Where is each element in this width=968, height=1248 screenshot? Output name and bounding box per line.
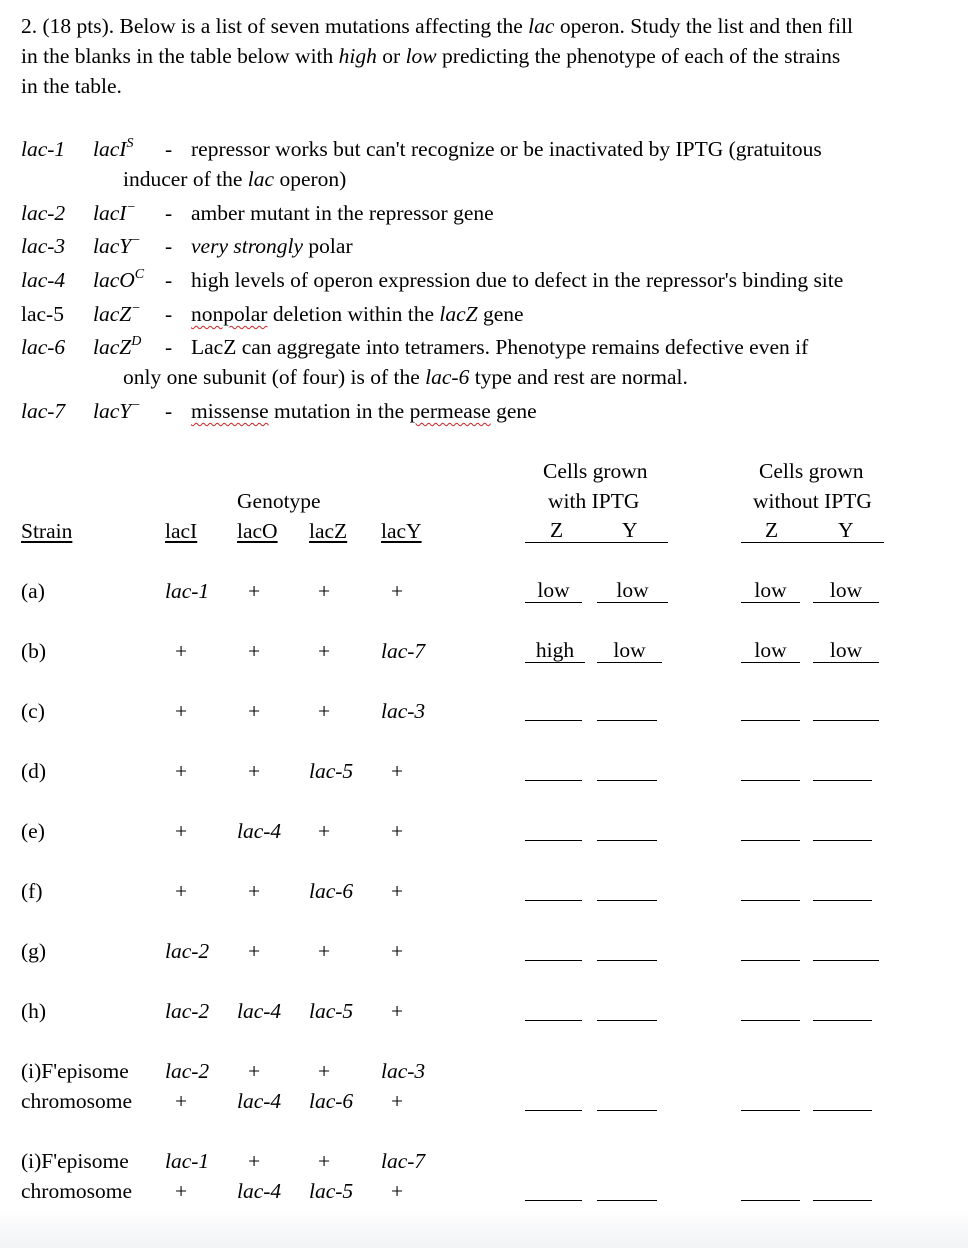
strain-label: (i)F'episome — [21, 1059, 129, 1083]
genotype-laci: + — [175, 879, 188, 903]
header-with-iptg-2: with IPTG — [548, 489, 640, 513]
answer-without-z[interactable]: low — [741, 640, 800, 663]
episome-laco: + — [248, 1149, 261, 1173]
answer-without-z[interactable] — [741, 938, 800, 961]
answer-with-y[interactable] — [597, 698, 657, 721]
answer-without-y[interactable] — [813, 878, 872, 901]
answer-with-z[interactable] — [525, 878, 582, 901]
mutation-gene: lacO$^C$ — [93, 267, 145, 292]
episome-laco: + — [248, 1059, 261, 1083]
genotype-lacz: + — [318, 579, 331, 603]
genotype-lacz: lac-6 — [309, 879, 354, 903]
strain-label: (f) — [21, 879, 43, 903]
genotype-lacy: + — [391, 579, 404, 603]
genotype-lacy: + — [391, 819, 404, 843]
genotype-lacz: + — [318, 819, 331, 843]
question-line-1: 2. (18 pts). Below is a list of seven mutations affecting the lac operon. Study the list and then fill — [21, 14, 854, 38]
mutation-gene: lacI$^S$ — [93, 136, 134, 161]
mutation-desc: very strongly polar — [191, 234, 353, 258]
answer-with-y[interactable] — [597, 818, 657, 841]
answer-with-z[interactable] — [525, 698, 582, 721]
mutation-dash: - — [165, 234, 173, 258]
answer-without-y[interactable] — [813, 818, 872, 841]
chromosome-lacy: + — [391, 1179, 404, 1203]
genotype-laco: + — [248, 759, 261, 783]
genotype-lacy: + — [391, 879, 404, 903]
answer-with-z[interactable] — [525, 758, 582, 781]
episome-lacz: + — [318, 1149, 331, 1173]
genotype-lacz: lac-5 — [309, 759, 354, 783]
header-lacz: lacZ — [309, 519, 348, 543]
mutation-dash: - — [165, 137, 173, 161]
genotype-laco: + — [248, 879, 261, 903]
genotype-laci: + — [175, 819, 188, 843]
episome-laci: lac-1 — [165, 1149, 210, 1173]
mutation-dash: - — [165, 268, 173, 292]
mutation-name: lac-7 — [21, 399, 66, 423]
genotype-laci: + — [175, 639, 188, 663]
strain-label: (h) — [21, 999, 47, 1023]
header-genotype: Genotype — [237, 489, 321, 513]
answer-with-y[interactable] — [597, 758, 657, 781]
genotype-lacy: + — [391, 939, 404, 963]
chromosome-laci: + — [175, 1179, 188, 1203]
mutation-desc: nonpolar deletion within the lacZ gene — [191, 302, 524, 326]
mutation-gene: lacY− — [93, 233, 141, 258]
answer-with-y[interactable] — [597, 998, 657, 1021]
genotype-laci: + — [175, 759, 188, 783]
genotype-laco: lac-4 — [237, 999, 282, 1023]
header-laci: lacI — [165, 519, 198, 543]
answer-with-y[interactable] — [597, 938, 657, 961]
header-without-iptg-2: without IPTG — [753, 489, 872, 513]
genotype-laco: + — [248, 639, 261, 663]
mutation-desc: high levels of operon expression due to defect in the repressor's binding site — [191, 268, 844, 292]
mutation-desc-cont: only one subunit (of four) is of the lac-6 type and rest are normal. — [123, 365, 688, 389]
episome-lacy: lac-7 — [381, 1149, 426, 1173]
answer-with-z[interactable] — [525, 1088, 582, 1111]
genotype-lacz: + — [318, 639, 331, 663]
answer-without-y[interactable] — [813, 1088, 872, 1111]
chromosome-lacy: + — [391, 1089, 404, 1113]
header-without-zy: Z Y — [741, 520, 884, 543]
answer-without-y[interactable]: low — [813, 640, 879, 663]
question-line-3: in the table. — [21, 74, 122, 98]
answer-without-y[interactable] — [813, 758, 872, 781]
mutation-gene: lacY− — [93, 398, 141, 423]
genotype-lacy: lac-7 — [381, 639, 426, 663]
answer-with-z[interactable] — [525, 1178, 582, 1201]
strain-label: (b) — [21, 639, 47, 663]
mutation-name: lac-4 — [21, 268, 66, 292]
answer-with-z[interactable] — [525, 938, 582, 961]
answer-without-z[interactable] — [741, 1178, 800, 1201]
chromosome-lacz: lac-5 — [309, 1179, 354, 1203]
answer-without-y[interactable] — [813, 1178, 872, 1201]
strain-label: (d) — [21, 759, 47, 783]
mutation-gene: lacI− — [93, 200, 136, 225]
page-bottom-shadow — [0, 1208, 968, 1248]
episome-lacy: lac-3 — [381, 1059, 426, 1083]
mutation-dash: - — [165, 201, 173, 225]
genotype-lacz: + — [318, 939, 331, 963]
strain-label: (c) — [21, 699, 45, 723]
answer-with-y[interactable] — [597, 878, 657, 901]
strain-label: (g) — [21, 939, 47, 963]
answer-with-z[interactable]: high — [525, 640, 585, 663]
answer-without-z[interactable] — [741, 698, 800, 721]
mutation-desc: amber mutant in the repressor gene — [191, 201, 494, 225]
header-laco: lacO — [237, 519, 278, 543]
strain-label-chromosome: chromosome — [21, 1089, 133, 1113]
strain-label: (i)F'episome — [21, 1149, 129, 1173]
chromosome-laci: + — [175, 1089, 188, 1113]
genotype-laci: lac-2 — [165, 939, 210, 963]
genotype-laci: lac-2 — [165, 999, 210, 1023]
answer-without-z[interactable] — [741, 1088, 800, 1111]
mutation-name: lac-3 — [21, 234, 66, 258]
answer-without-z[interactable] — [741, 878, 800, 901]
genotype-laci: + — [175, 699, 188, 723]
answer-without-y[interactable] — [813, 998, 872, 1021]
chromosome-lacz: lac-6 — [309, 1089, 354, 1113]
answer-without-z[interactable] — [741, 818, 800, 841]
genotype-lacy: + — [391, 759, 404, 783]
header-with-zy: Z Y — [525, 520, 668, 543]
mutation-dash: - — [165, 399, 173, 423]
strain-label-chromosome: chromosome — [21, 1179, 133, 1203]
answer-with-z[interactable]: low — [525, 580, 582, 603]
mutation-name: lac-6 — [21, 335, 66, 359]
answer-without-z[interactable]: low — [741, 580, 800, 603]
mutation-name: lac-2 — [21, 201, 66, 225]
genotype-lacz: lac-5 — [309, 999, 354, 1023]
header-lacy: lacY — [381, 519, 422, 543]
answer-without-z[interactable] — [741, 758, 800, 781]
mutation-name: lac-1 — [21, 137, 66, 161]
answer-without-y[interactable] — [813, 698, 879, 721]
genotype-laci: lac-1 — [165, 579, 210, 603]
answer-without-y[interactable]: low — [813, 580, 879, 603]
answer-without-y[interactable] — [813, 938, 879, 961]
answer-with-z[interactable] — [525, 818, 582, 841]
mutation-desc-cont: inducer of the lac operon) — [123, 167, 347, 191]
header-strain: Strain — [21, 519, 73, 543]
genotype-lacy: lac-3 — [381, 699, 426, 723]
genotype-laco: + — [248, 939, 261, 963]
episome-laci: lac-2 — [165, 1059, 210, 1083]
mutation-desc: LacZ can aggregate into tetramers. Phenotype remains defective even if — [191, 335, 809, 359]
genotype-laco: lac-4 — [237, 819, 282, 843]
mutation-name: lac-5 — [21, 302, 64, 326]
header-with-iptg-1: Cells grown — [543, 459, 648, 483]
answer-with-y[interactable]: low — [597, 640, 662, 663]
chromosome-laco: lac-4 — [237, 1089, 282, 1113]
chromosome-laco: lac-4 — [237, 1179, 282, 1203]
genotype-laco: + — [248, 579, 261, 603]
answer-with-y[interactable]: low — [597, 580, 668, 603]
header-without-iptg-1: Cells grown — [759, 459, 864, 483]
strain-label: (e) — [21, 819, 45, 843]
answer-without-z[interactable] — [741, 998, 800, 1021]
question-line-2: in the blanks in the table below with high or low predicting the phenotype of each of the strains — [21, 44, 841, 68]
genotype-laco: + — [248, 699, 261, 723]
mutation-gene: lacZ− — [93, 301, 141, 326]
mutation-gene: lacZ$^D$ — [93, 334, 142, 359]
answer-with-z[interactable] — [525, 998, 582, 1021]
mutation-dash: - — [165, 302, 173, 326]
strain-label: (a) — [21, 579, 45, 603]
genotype-lacz: + — [318, 699, 331, 723]
episome-lacz: + — [318, 1059, 331, 1083]
genotype-lacy: + — [391, 999, 404, 1023]
answer-with-y[interactable] — [597, 1178, 657, 1201]
answer-with-y[interactable] — [597, 1088, 657, 1111]
mutation-dash: - — [165, 335, 173, 359]
mutation-desc: repressor works but can't recognize or be inactivated by IPTG (gratuitous — [191, 137, 822, 161]
mutation-desc: missense mutation in the permease gene — [191, 399, 537, 423]
